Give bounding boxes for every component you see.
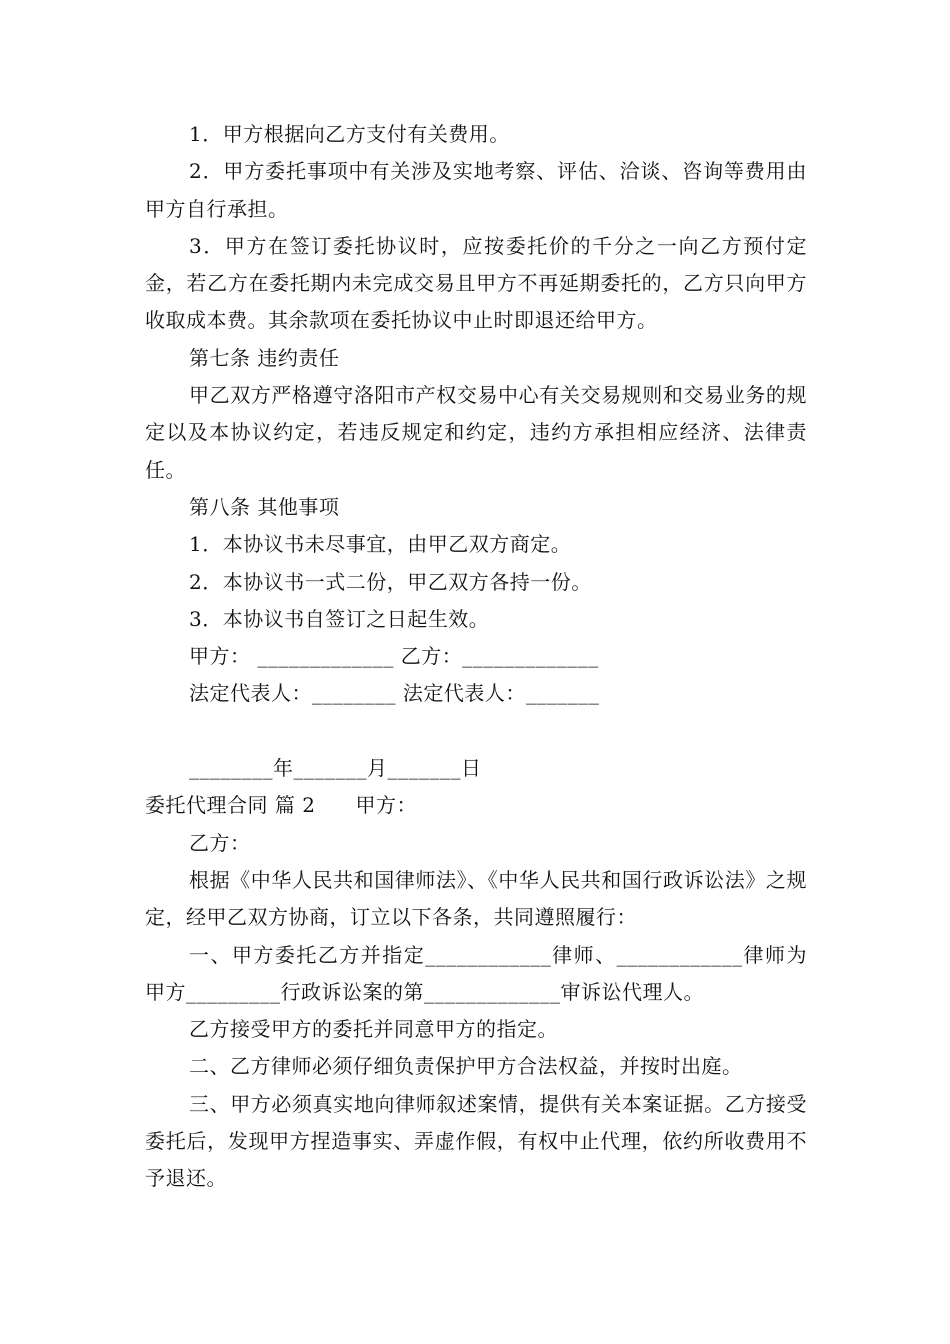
contract-2-title-line: [145, 787, 807, 824]
paragraph-acceptance: 乙方接受甲方的委托并同意甲方的指定。: [189, 1017, 558, 1042]
signature-representatives: 法定代表人：________ 法定代表人：_______: [189, 681, 600, 706]
paragraph-deposit: 3．甲方在签订委托协议时，应按委托价的千分之一向乙方预付定金，若乙方在委托期内未完成交易且甲方不再延期委托的，乙方只向甲方收取成本费。其余款项在委托协议中止时即退还给甲方。: [145, 233, 807, 333]
contract-2-title: 委托代理合同 篇 2: [145, 793, 316, 818]
paragraph-other-2: 2．本协议书一式二份，甲乙双方各持一份。: [189, 569, 592, 594]
heading-article-7: 第七条 违约责任: [189, 345, 340, 370]
paragraph-legal-basis: 根据《中华人民共和国律师法》、《中华人民共和国行政诉讼法》之规定，经甲乙双方协商，订立以下各条，共同遵照履行：: [145, 867, 807, 930]
clause-1-appointment: 一、甲方委托乙方并指定____________律师、____________律师为甲方_________行政诉讼案的第_____________审诉讼代理人。: [145, 942, 807, 1004]
heading-article-8: 第八条 其他事项: [189, 494, 340, 519]
paragraph-expenses: 2．甲方委托事项中有关涉及实地考察、评估、洽谈、咨询等费用由甲方自行承担。: [145, 159, 807, 221]
signature-parties: 甲方： _____________ 乙方：_____________: [189, 644, 599, 669]
paragraph-other-3: 3．本协议书自签订之日起生效。: [189, 606, 490, 631]
party-b-label: 乙方：: [189, 830, 251, 855]
document-body: [145, 116, 807, 1198]
paragraph-breach-liability: 甲乙双方严格遵守洛阳市产权交易中心有关交易规则和交易业务的规定以及本协议约定，若违反规定和约定，违约方承担相应经济、法律责任。: [145, 383, 807, 482]
paragraph-other-1: 1．本协议书未尽事宜，由甲乙双方商定。: [189, 532, 572, 557]
clause-3-facts: 三、甲方必须真实地向律师叙述案情，提供有关本案证据。乙方接受委托后，发现甲方捏造事实、弄虚作假，有权中止代理，依约所收费用不予退还。: [145, 1091, 807, 1191]
party-a-label: 甲方：: [355, 793, 417, 818]
clause-2-duties: 二、乙方律师必须仔细负责保护甲方合法权益，并按时出庭。: [189, 1054, 743, 1079]
signature-date: ________年_______月_______日: [189, 756, 482, 781]
blank-line: [145, 713, 807, 750]
paragraph-fee-payment: 1．甲方根据向乙方支付有关费用。: [189, 122, 510, 146]
